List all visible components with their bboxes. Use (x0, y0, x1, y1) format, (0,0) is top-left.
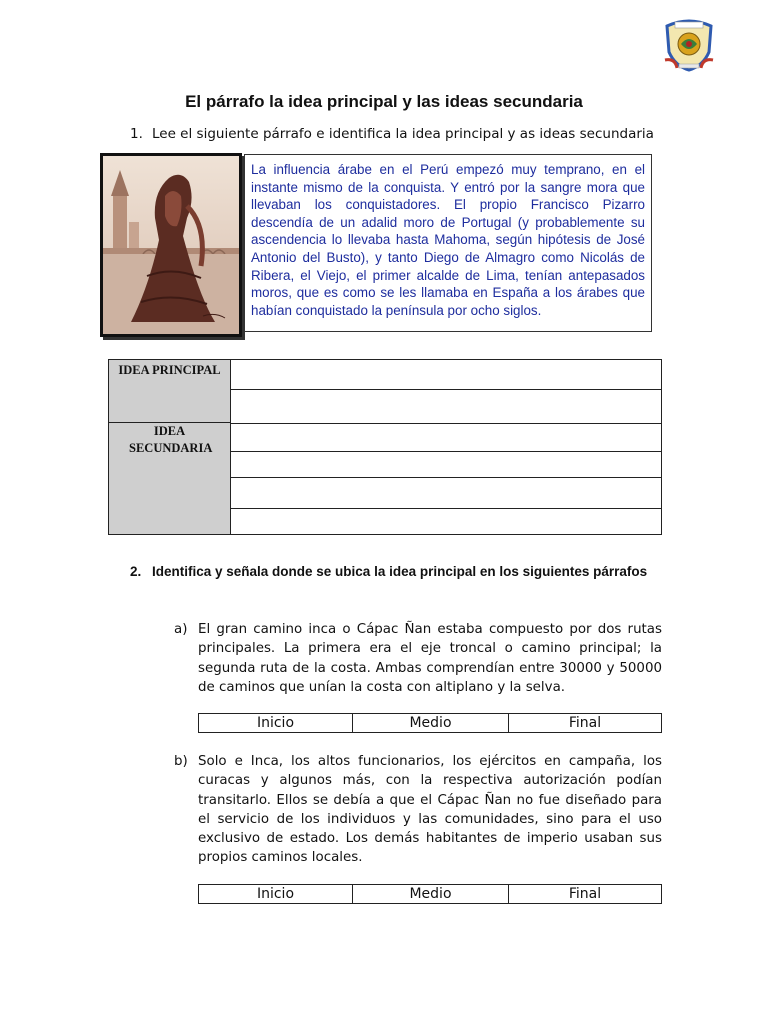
school-crest-logo (663, 14, 715, 74)
reading-passage: La influencia árabe en el Perú empezó muy temprano, en el instante mismo de la conquista. Y entró por la sangre mora que llevaban los conquistadores. El propio Francisco Pizarro descendía de un adalid moro de Portugal (y probablemente su ascendencia lo llevaba hasta Mahoma, según hipótesis de José Antonio del Busto), y tanto Diego de Almagro como Nicolás de Ribera, el Viejo, el primer alcalde de Lima, tenían antepasados moros, que es como se les llamaba en España a los árabes que habían conquistado la península por ocho siglos. (244, 154, 652, 332)
option-inicio[interactable]: Inicio (199, 885, 353, 903)
question-1-text: Lee el siguiente párrafo e identifica la idea principal y as ideas secundaria (152, 126, 654, 142)
paragraph-label: b) (174, 754, 188, 769)
idea-secundaria-label: IDEA SECUNDARIA (109, 423, 231, 534)
table-divider (231, 423, 661, 424)
option-final[interactable]: Final (568, 715, 602, 731)
idea-secundaria-answer-line[interactable] (231, 508, 661, 509)
paragraph-label: a) (174, 622, 188, 637)
question-2 (130, 563, 670, 581)
ideas-table (108, 359, 662, 535)
option-medio[interactable]: Medio (353, 714, 509, 732)
paragraph-text: Solo e Inca, los altos funcionarios, los ejércitos en campaña, los curacas y algunos más, con la respectiva autorización podían transitarlo. Ellos se debía a que el Cápac Ñan no fue diseñado para el servicio de los individuos y las comunidades, sino para el uso exclusivo de estado. Los demás habitantes de imperio usaban sus propios caminos locales. (198, 754, 662, 866)
idea-secundaria-answer-line[interactable] (231, 451, 661, 452)
question-2-text: Identifica y señala donde se ubica la idea principal en los siguientes párrafos (152, 564, 648, 579)
question-1-number: 1. (130, 126, 143, 142)
idea-principal-label: IDEA PRINCIPAL (109, 360, 231, 423)
question-2-number: 2. (130, 564, 142, 579)
idea-secundaria-answer-line[interactable] (231, 477, 661, 478)
option-inicio[interactable]: Inicio (199, 714, 353, 732)
paragraph-text: El gran camino inca o Cápac Ñan estaba compuesto por dos rutas principales. La primera era el eje troncal o camino principal; la segunda ruta de la costa. Ambas comprendían entre 30000 y 50000 de caminos que unían la costa con altiplano y la selva. (198, 622, 662, 695)
option-final[interactable]: Final (568, 886, 602, 902)
position-options-a (198, 713, 662, 733)
paragraph-a (174, 620, 662, 697)
question-1 (130, 126, 654, 142)
position-options-b (198, 884, 662, 904)
illustration-image (100, 153, 242, 337)
paragraph-b (174, 752, 662, 868)
idea-principal-answer-line[interactable] (231, 389, 661, 390)
page-title: El párrafo la idea principal y las ideas secundaria (185, 92, 583, 111)
option-medio[interactable]: Medio (353, 885, 509, 903)
